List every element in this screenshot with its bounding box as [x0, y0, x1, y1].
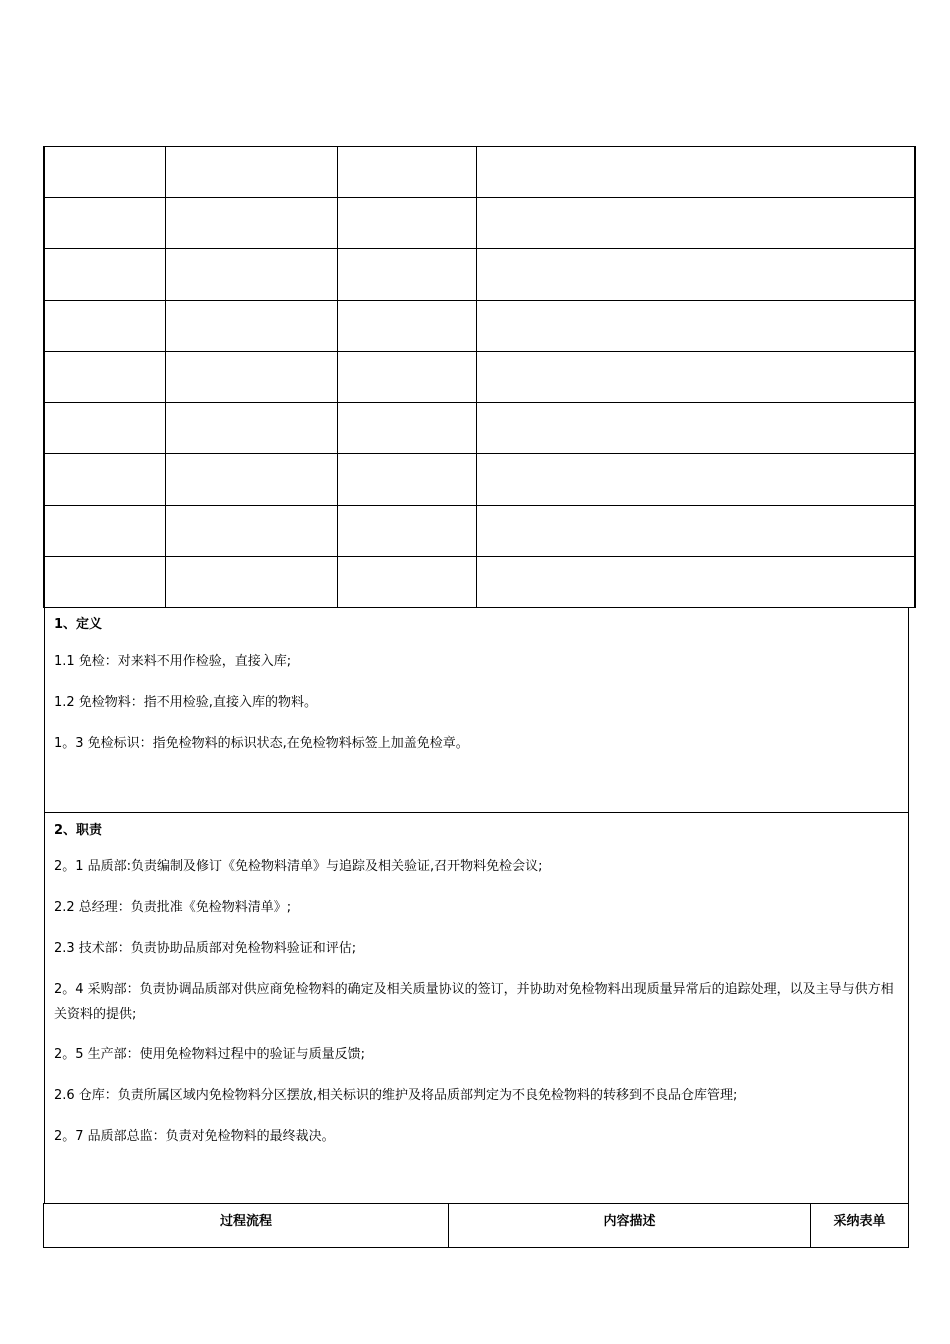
revision-grid: [43, 146, 916, 608]
definition-section: [44, 607, 909, 813]
grid-row: [44, 198, 915, 249]
grid-cell: [476, 147, 915, 198]
grid-cell: [44, 147, 165, 198]
grid-cell: [337, 249, 476, 300]
grid-cell: [165, 249, 337, 300]
grid-cell: [44, 198, 165, 249]
responsibilities-section: [44, 813, 909, 1203]
grid-cell: [337, 505, 476, 556]
grid-row: [44, 556, 915, 607]
grid-cell: [337, 454, 476, 505]
grid-cell: [44, 454, 165, 505]
grid-cell: [337, 556, 476, 607]
grid-cell: [165, 505, 337, 556]
grid-cell: [476, 403, 915, 454]
definition-item: 1.2 免检物料：指不用检验,直接入库的物料。: [54, 695, 317, 710]
grid-cell: [476, 505, 915, 556]
grid-cell: [44, 505, 165, 556]
grid-cell: [165, 147, 337, 198]
responsibility-item: 2。4 采购部：负责协调品质部对供应商免检物料的确定及相关质量协议的签订，并协助对免检物料出现质量异常后的追踪处理，以及主导与供方相关资料的提供;: [54, 982, 894, 1022]
grid-cell: [165, 556, 337, 607]
grid-cell: [476, 198, 915, 249]
responsibility-item: 2。1 品质部:负责编制及修订《免检物料清单》与追踪及相关验证,召开物料免检会议;: [54, 859, 543, 874]
process-flow-header-row: [44, 1204, 909, 1248]
grid-cell: [476, 454, 915, 505]
responsibility-item: 2。5 生产部：使用免检物料过程中的验证与质量反馈;: [54, 1047, 366, 1062]
grid-cell: [476, 249, 915, 300]
grid-cell: [44, 249, 165, 300]
grid-cell: [337, 351, 476, 402]
definition-item: 1。3 免检标识：指免检物料的标识状态,在免检物料标签上加盖免检章。: [54, 736, 469, 751]
definition-item: 1.1 免检：对来料不用作检验，直接入库;: [54, 654, 292, 669]
column-header-process-flow: 过程流程: [44, 1204, 449, 1248]
grid-cell: [165, 198, 337, 249]
grid-cell: [165, 351, 337, 402]
grid-row: [44, 403, 915, 454]
grid-cell: [165, 403, 337, 454]
definition-title: 1、定义: [54, 617, 103, 632]
grid-cell: [337, 147, 476, 198]
grid-row: [44, 505, 915, 556]
grid-cell: [476, 556, 915, 607]
grid-cell: [476, 300, 915, 351]
responsibility-item: 2.6 仓库：负责所属区域内免检物料分区摆放,相关标识的维护及将品质部判定为不良免检物料的转移到不良品仓库管理;: [54, 1088, 738, 1103]
revision-grid-body: [44, 147, 915, 608]
grid-cell: [44, 403, 165, 454]
grid-cell: [44, 300, 165, 351]
responsibility-item: 2.3 技术部：负责协助品质部对免检物料验证和评估;: [54, 941, 357, 956]
grid-row: [44, 249, 915, 300]
grid-cell: [165, 454, 337, 505]
grid-cell: [44, 556, 165, 607]
grid-cell: [337, 198, 476, 249]
grid-cell: [337, 403, 476, 454]
column-header-forms-used: 采纳表单: [811, 1204, 909, 1248]
grid-row: [44, 454, 915, 505]
grid-cell: [337, 300, 476, 351]
grid-cell: [476, 351, 915, 402]
column-header-content-description: 内容描述: [449, 1204, 811, 1248]
grid-cell: [44, 351, 165, 402]
responsibility-item: 2.2 总经理：负责批准《免检物料清单》;: [54, 900, 292, 915]
responsibilities-title: 2、职责: [54, 823, 103, 838]
responsibility-item: 2。7 品质部总监：负责对免检物料的最终裁决。: [54, 1129, 335, 1144]
grid-row: [44, 147, 915, 198]
process-flow-table: [43, 1203, 909, 1248]
grid-row: [44, 300, 915, 351]
grid-cell: [165, 300, 337, 351]
grid-row: [44, 351, 915, 402]
